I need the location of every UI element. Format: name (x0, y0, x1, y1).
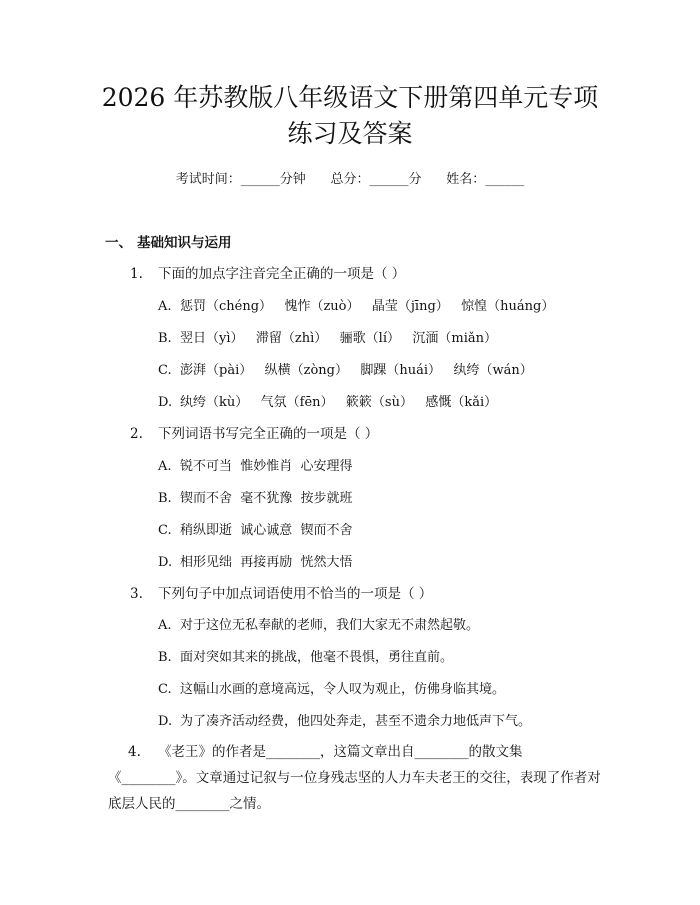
option-3d (158, 710, 531, 729)
option-label: B. (158, 491, 172, 506)
option-label: C. (158, 523, 172, 538)
question-number: 4. (128, 744, 141, 760)
question-number: 2. (130, 426, 143, 442)
option-text: 这幅山水画的意境高远，令人叹为观止，仿佛身临其境。 (180, 682, 506, 697)
option-3b (158, 646, 453, 665)
exam-info: 考试时间：______分钟 总分：______分 姓名：______ (175, 172, 525, 187)
option-text: 纨绔（kù） 气氛（fēn） 簌簌（sù） 感慨（kǎi） (180, 395, 498, 410)
option-text: 澎湃（pài） 纵横（zòng） 脚踝（huái） 纨绔（wán） (180, 363, 533, 378)
option-text: 稍纵即逝 诚心诚意 锲而不舍 (180, 523, 353, 538)
title-line-2: 练习及答案 (287, 119, 413, 148)
option-label: C. (158, 682, 172, 697)
option-text: 对于这位无私奉献的老师，我们大家无不肃然起敬。 (180, 618, 480, 633)
question-3 (130, 582, 432, 602)
option-label: A. (158, 459, 172, 474)
option-2c (158, 519, 353, 538)
option-text: 翌日（yì） 滞留（zhì） 骊歌（lí） 沉湎（miǎn） (180, 331, 497, 346)
section-heading (105, 231, 232, 251)
document-title (80, 80, 620, 152)
option-3c (158, 678, 505, 697)
question-number: 1. (130, 266, 143, 282)
question-4 (108, 739, 603, 817)
option-label: B. (158, 650, 172, 665)
section-title: 基础知识与运用 (137, 235, 232, 251)
option-1a (158, 295, 554, 314)
option-label: A. (158, 299, 172, 314)
question-text: 《老王》的作者是________，这篇文章出自________的散文集《________》。文章通过记叙与一位身残志坚的人力车夫老王的交往，表现了作者对底层人民的________之情。 (108, 744, 601, 812)
option-label: C. (158, 363, 172, 378)
option-label: D. (158, 395, 173, 410)
option-3a (158, 614, 479, 633)
question-2 (130, 422, 378, 442)
option-label: A. (158, 618, 172, 633)
option-text: 相形见绌 再接再励 恍然大悟 (180, 555, 353, 570)
title-line-1: 2026 年苏教版八年级语文下册第四单元专项 (101, 83, 599, 112)
option-text: 为了凑齐活动经费，他四处奔走，甚至不遗余力地低声下气。 (180, 714, 532, 729)
option-2b (158, 487, 353, 506)
option-1c (158, 359, 533, 378)
section-number: 一、 (105, 235, 132, 251)
option-label: B. (158, 331, 172, 346)
option-label: D. (158, 714, 173, 729)
option-label: D. (158, 555, 173, 570)
option-1d (158, 391, 497, 410)
option-text: 惩罚（chéng） 愧怍（zuò） 晶莹（jīng） 惊惶（huáng） (180, 299, 555, 314)
option-2a (158, 455, 353, 474)
option-text: 面对突如其来的挑战，他毫不畏惧，勇往直前。 (180, 650, 454, 665)
option-1b (158, 327, 497, 346)
question-text: 下列句子中加点词语使用不恰当的一项是（ ） (158, 586, 433, 602)
question-text: 下面的加点字注音完全正确的一项是（ ） (158, 266, 406, 282)
question-text: 下列词语书写完全正确的一项是（ ） (158, 426, 379, 442)
option-text: 锐不可当 惟妙惟肖 心安理得 (180, 459, 353, 474)
option-text: 锲而不舍 毫不犹豫 按步就班 (180, 491, 353, 506)
question-1 (130, 262, 405, 282)
question-number: 3. (130, 586, 143, 602)
option-2d (158, 551, 353, 570)
